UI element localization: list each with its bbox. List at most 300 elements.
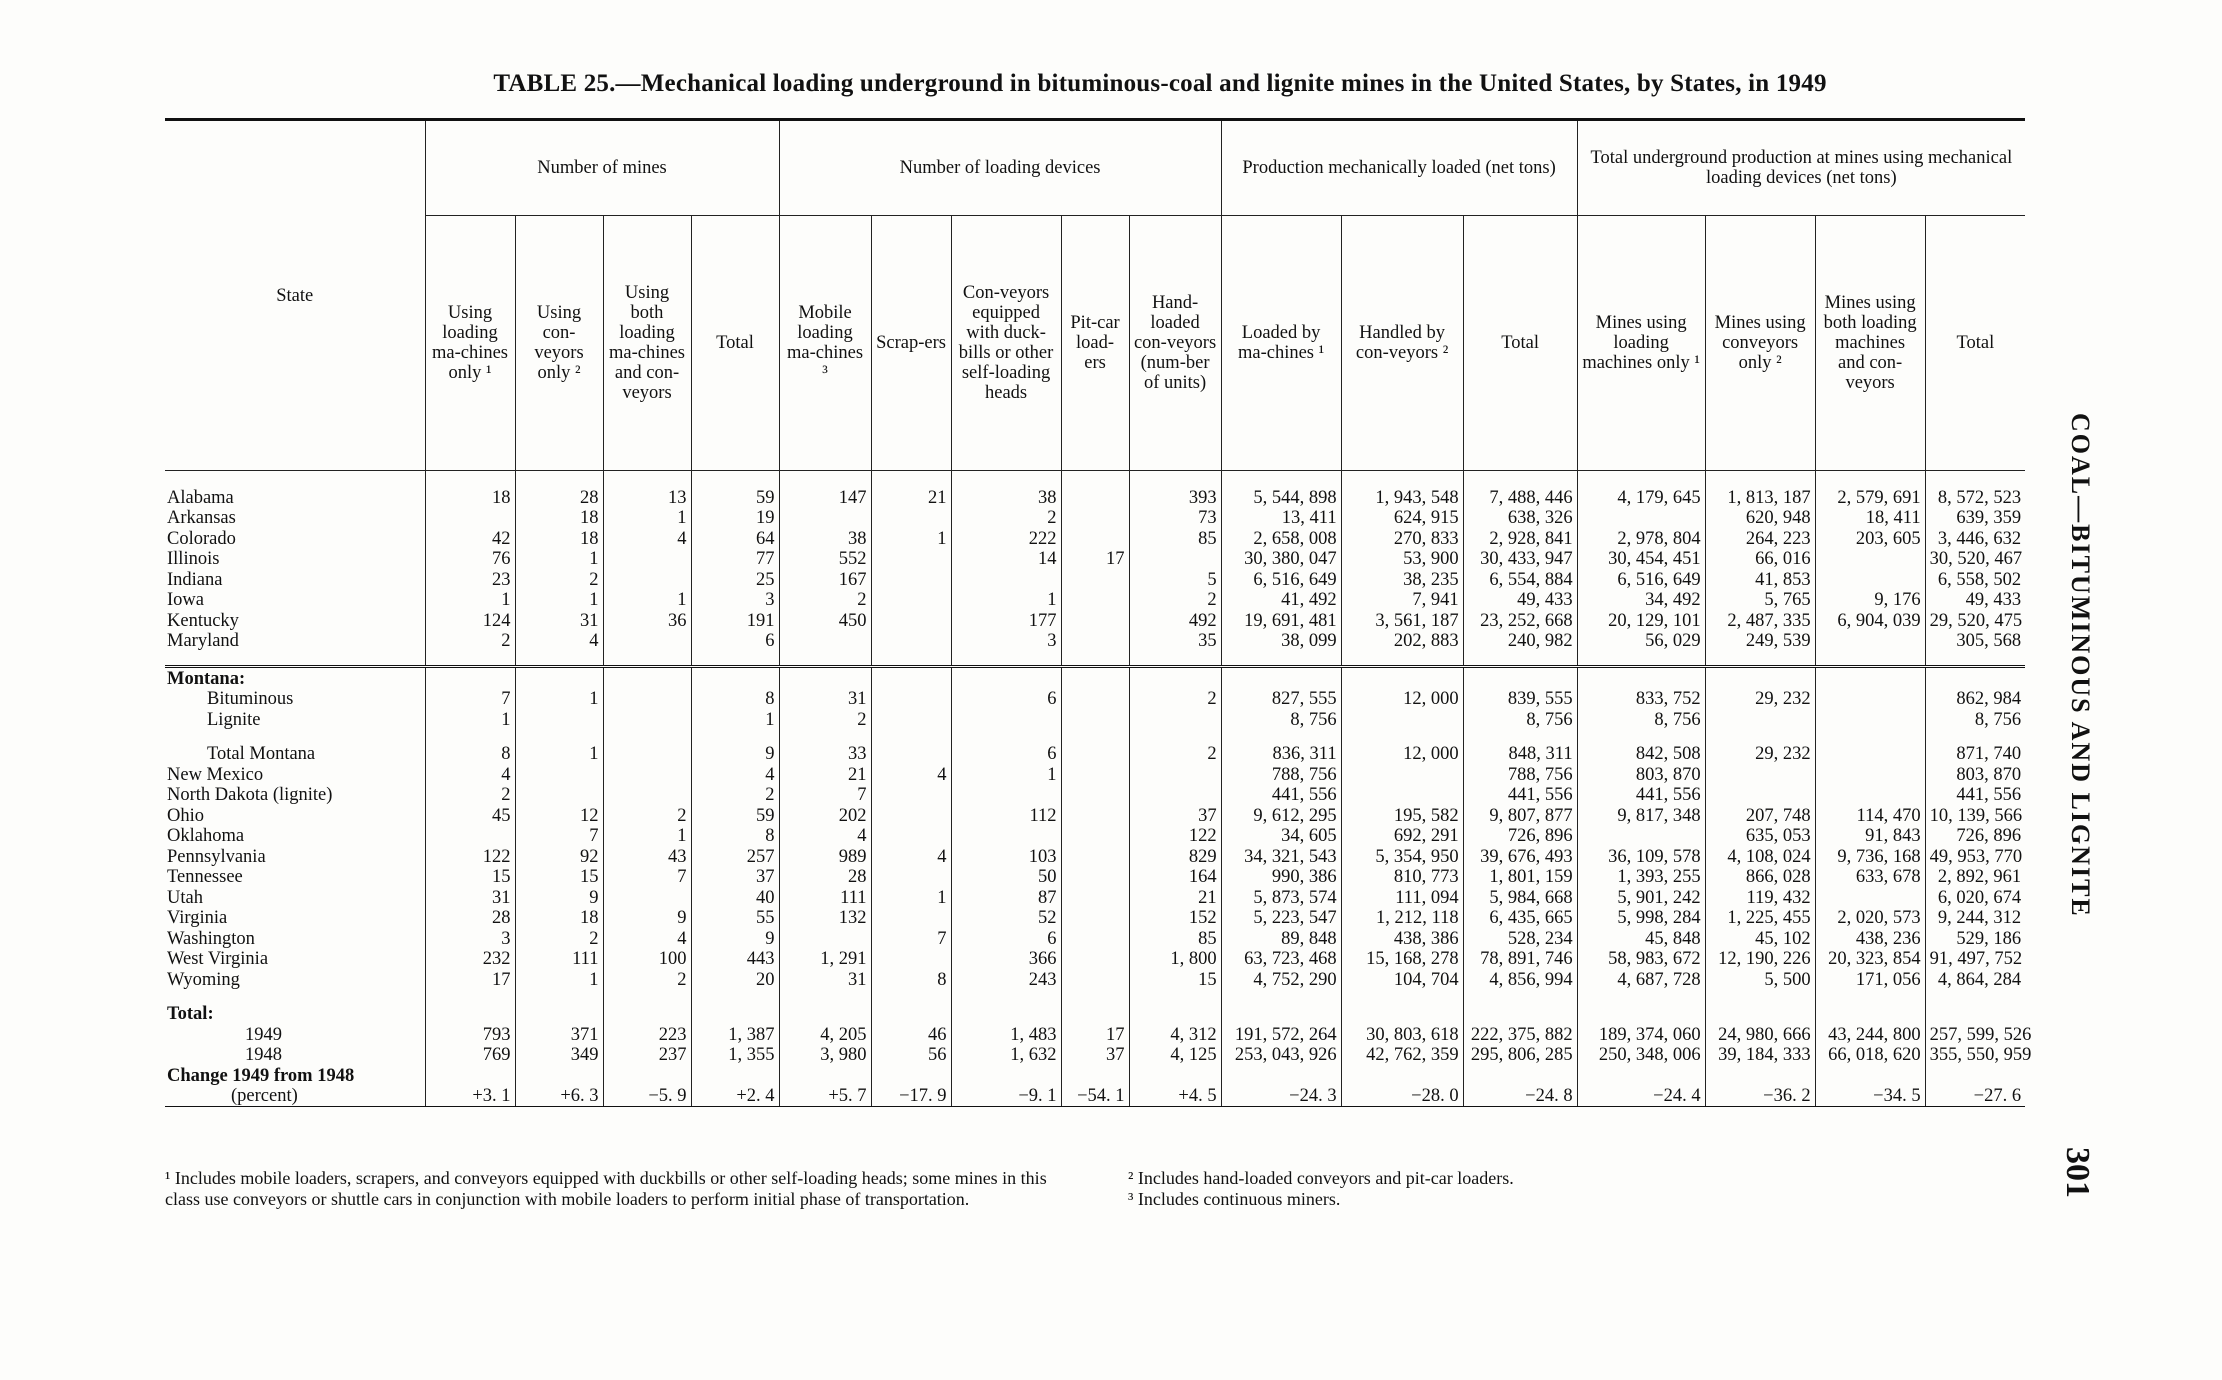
table-cell: 89, 848 (1221, 928, 1341, 949)
table-cell: 769 (425, 1045, 515, 1066)
table-cell: 37 (1061, 1045, 1129, 1066)
footnotes-right (1128, 1168, 1828, 1210)
table-cell: −54. 1 (1061, 1086, 1129, 1107)
column-header: Total (691, 216, 779, 471)
table-cell: 2 (1129, 590, 1221, 611)
table-cell (1061, 867, 1129, 888)
table-cell: 8, 756 (1577, 709, 1705, 730)
state-cell: Colorado (167, 528, 236, 549)
table-cell: 12 (515, 805, 603, 826)
table-row (165, 610, 2025, 631)
table-cell: 34, 605 (1221, 826, 1341, 847)
table-cell: 28 (425, 908, 515, 929)
table-cell: 2 (951, 508, 1061, 529)
table-cell: 1 (425, 709, 515, 730)
column-header: Scrap-ers (871, 216, 951, 471)
table-row (165, 1086, 2025, 1107)
table-cell: 7 (425, 689, 515, 710)
table-cell: 990, 386 (1221, 867, 1341, 888)
table-container (165, 118, 2032, 1107)
table-cell: 5, 901, 242 (1577, 887, 1705, 908)
table-cell: 17 (1061, 549, 1129, 570)
table-cell: 78, 891, 746 (1463, 949, 1577, 970)
table-cell: 7, 941 (1341, 590, 1463, 611)
table-cell: 1 (515, 689, 603, 710)
state-cell: (percent) (165, 1086, 425, 1107)
table-cell: 4 (425, 764, 515, 785)
table-cell: 443 (691, 949, 779, 970)
table-row (165, 549, 2025, 570)
table-cell (871, 549, 951, 570)
table-cell: 43 (603, 846, 691, 867)
table-cell: 4, 108, 024 (1705, 846, 1815, 867)
table-cell: 803, 870 (1925, 764, 2025, 785)
table-row (165, 949, 2025, 970)
table-row (165, 887, 2025, 908)
table-cell: 9 (515, 887, 603, 908)
table-cell (1129, 709, 1221, 730)
table-cell: 38, 235 (1341, 569, 1463, 590)
table-cell: 8 (871, 969, 951, 990)
state-cell: Total Montana (207, 744, 316, 764)
table-cell (603, 689, 691, 710)
table-cell (1061, 887, 1129, 908)
table-cell: 10, 139, 566 (1925, 805, 2025, 826)
table-cell: −27. 6 (1925, 1086, 2025, 1107)
table-cell (603, 764, 691, 785)
table-cell: 38 (779, 528, 871, 549)
table-cell: 237 (603, 1045, 691, 1066)
table-cell: 6 (691, 631, 779, 652)
table-cell: 1, 225, 455 (1705, 908, 1815, 929)
table-cell: 64 (691, 528, 779, 549)
table-cell: 842, 508 (1577, 744, 1705, 765)
table-cell: 66, 018, 620 (1815, 1045, 1925, 1066)
table-cell: 2 (1129, 744, 1221, 765)
table-cell: 492 (1129, 610, 1221, 631)
table-cell: 207, 748 (1705, 805, 1815, 826)
table-row (165, 908, 2025, 929)
state-header: State (165, 120, 425, 471)
table-cell (871, 785, 951, 806)
table-cell (951, 709, 1061, 730)
table-row (165, 709, 2025, 730)
table-cell (1815, 689, 1925, 710)
table-row (165, 867, 2025, 888)
table-cell: 1, 387 (691, 1024, 779, 1045)
table-cell: 112 (951, 805, 1061, 826)
table-cell (1061, 826, 1129, 847)
table-cell (515, 709, 603, 730)
table-cell: 240, 982 (1463, 631, 1577, 652)
table-cell: 63, 723, 468 (1221, 949, 1341, 970)
table-cell: 37 (1129, 805, 1221, 826)
table-cell: 38, 099 (1221, 631, 1341, 652)
table-row (165, 969, 2025, 990)
table-cell: 349 (515, 1045, 603, 1066)
table-cell: 18 (515, 508, 603, 529)
table-cell: 1 (691, 709, 779, 730)
table-cell: 4, 864, 284 (1925, 969, 2025, 990)
table-cell (1705, 709, 1815, 730)
state-cell: Bituminous (207, 689, 294, 709)
table-cell: 635, 053 (1705, 826, 1815, 847)
table-cell: 30, 433, 947 (1463, 549, 1577, 570)
table-cell: 4, 856, 994 (1463, 969, 1577, 990)
table-row (165, 528, 2025, 549)
table-cell: 528, 234 (1463, 928, 1577, 949)
group-header-devices: Number of loading devices (779, 120, 1221, 216)
table-cell (871, 826, 951, 847)
table-cell: −24. 3 (1221, 1086, 1341, 1107)
table-cell: 9, 176 (1815, 590, 1925, 611)
group-header-total-production: Total underground production at mines using mechanical loading devices (net tons) (1577, 120, 2025, 216)
table-cell: 633, 678 (1815, 867, 1925, 888)
table-cell: 49, 433 (1925, 590, 2025, 611)
table-cell: 3 (951, 631, 1061, 652)
table-cell: 15 (1129, 969, 1221, 990)
table-cell: 2 (779, 590, 871, 611)
spacer-row (165, 730, 2025, 744)
table-cell: 2 (691, 785, 779, 806)
table-cell: 34, 492 (1577, 590, 1705, 611)
table-cell: 189, 374, 060 (1577, 1024, 1705, 1045)
column-header: Mobile loading ma-chines ³ (779, 216, 871, 471)
table-cell: 4, 125 (1129, 1045, 1221, 1066)
table-cell: 114, 470 (1815, 805, 1925, 826)
table-cell: 1, 291 (779, 949, 871, 970)
table-cell: 1, 483 (951, 1024, 1061, 1045)
page-number: 301 (2059, 1146, 2096, 1198)
state-cell: Ohio (167, 805, 204, 826)
table-cell: 9, 817, 348 (1577, 805, 1705, 826)
table-cell: 620, 948 (1705, 508, 1815, 529)
table-cell (1815, 631, 1925, 652)
table-cell: 393 (1129, 487, 1221, 508)
table-cell: 441, 556 (1221, 785, 1341, 806)
table-cell: 39, 184, 333 (1705, 1045, 1815, 1066)
table-cell: 18, 411 (1815, 508, 1925, 529)
table-cell (1061, 805, 1129, 826)
table-cell: 305, 568 (1925, 631, 2025, 652)
table-cell: 18 (515, 908, 603, 929)
table-cell: 9, 807, 877 (1463, 805, 1577, 826)
table-cell: 6, 020, 674 (1925, 887, 2025, 908)
table-cell: 871, 740 (1925, 744, 2025, 765)
table-cell: −24. 4 (1577, 1086, 1705, 1107)
table-cell: 7 (779, 785, 871, 806)
table-body (165, 471, 2032, 1107)
table-cell: 21 (779, 764, 871, 785)
table-cell (1061, 709, 1129, 730)
table-cell: 164 (1129, 867, 1221, 888)
table-cell (425, 508, 515, 529)
table-cell: 250, 348, 006 (1577, 1045, 1705, 1066)
table-cell: 104, 704 (1341, 969, 1463, 990)
table-cell (1061, 590, 1129, 611)
table-cell (1815, 887, 1925, 908)
table-cell: 1, 212, 118 (1341, 908, 1463, 929)
table-cell (1815, 785, 1925, 806)
table-cell: 43, 244, 800 (1815, 1024, 1925, 1045)
table-cell: 4, 312 (1129, 1024, 1221, 1045)
table-cell: 8 (691, 826, 779, 847)
table-cell: 1, 813, 187 (1705, 487, 1815, 508)
table-cell (1061, 908, 1129, 929)
table-cell: 5, 873, 574 (1221, 887, 1341, 908)
table-cell: 19, 691, 481 (1221, 610, 1341, 631)
state-cell: Kentucky (167, 610, 239, 631)
table-cell (871, 508, 951, 529)
table-cell: 9, 736, 168 (1815, 846, 1925, 867)
table-cell: 42 (425, 528, 515, 549)
column-header: Handled by con-veyors ² (1341, 216, 1463, 471)
table-cell: 20 (691, 969, 779, 990)
table-cell: 4 (779, 826, 871, 847)
table-cell: 92 (515, 846, 603, 867)
table-cell: 6 (951, 744, 1061, 765)
table-cell: 5, 998, 284 (1577, 908, 1705, 929)
table-cell: 2 (603, 805, 691, 826)
table-cell (871, 949, 951, 970)
table-cell: 1, 632 (951, 1045, 1061, 1066)
table-cell: −36. 2 (1705, 1086, 1815, 1107)
table-cell: 9 (603, 908, 691, 929)
table-cell: 371 (515, 1024, 603, 1045)
table-cell (1341, 764, 1463, 785)
table-cell (871, 744, 951, 765)
table-cell: 171, 056 (1815, 969, 1925, 990)
table-cell: 23, 252, 668 (1463, 610, 1577, 631)
table-cell (515, 764, 603, 785)
table-cell: 50 (951, 867, 1061, 888)
table-cell: 2 (425, 785, 515, 806)
table-cell: 257, 599, 526 (1925, 1024, 2025, 1045)
table-cell: 355, 550, 959 (1925, 1045, 2025, 1066)
table-cell: 30, 380, 047 (1221, 549, 1341, 570)
table-cell: 441, 556 (1577, 785, 1705, 806)
table-cell (1061, 508, 1129, 529)
table-cell: 56, 029 (1577, 631, 1705, 652)
table-cell (1061, 631, 1129, 652)
table-cell: 85 (1129, 528, 1221, 549)
table-cell: 15, 168, 278 (1341, 949, 1463, 970)
table-cell: 4 (603, 528, 691, 549)
table-cell: 37 (691, 867, 779, 888)
data-table (165, 118, 2032, 1107)
table-cell: −28. 0 (1341, 1086, 1463, 1107)
table-cell (1061, 785, 1129, 806)
table-row (165, 826, 2025, 847)
table-cell: 21 (871, 487, 951, 508)
table-cell: 12, 000 (1341, 689, 1463, 710)
table-cell: 692, 291 (1341, 826, 1463, 847)
table-cell: 14 (951, 549, 1061, 570)
table-cell: 36 (603, 610, 691, 631)
table-cell: 15 (425, 867, 515, 888)
table-cell: 222, 375, 882 (1463, 1024, 1577, 1045)
table-cell: 3, 561, 187 (1341, 610, 1463, 631)
table-cell (1129, 785, 1221, 806)
table-cell: 2, 658, 008 (1221, 528, 1341, 549)
table-cell (1815, 709, 1925, 730)
table-cell: 2 (515, 569, 603, 590)
table-cell: 15 (515, 867, 603, 888)
table-cell: 788, 756 (1221, 764, 1341, 785)
table-cell: 103 (951, 846, 1061, 867)
table-cell (1061, 689, 1129, 710)
table-row (165, 569, 2025, 590)
group-label: Total: (167, 1004, 214, 1024)
table-cell: 8, 572, 523 (1925, 487, 2025, 508)
table-cell: 2, 020, 573 (1815, 908, 1925, 929)
spacer-row (165, 651, 2025, 667)
table-cell: 46 (871, 1024, 951, 1045)
table-cell: 552 (779, 549, 871, 570)
column-header: Total (1925, 216, 2025, 471)
table-cell: 195, 582 (1341, 805, 1463, 826)
table-cell: 9, 612, 295 (1221, 805, 1341, 826)
table-cell: 28 (779, 867, 871, 888)
table-cell: 249, 539 (1705, 631, 1815, 652)
spacer-row (165, 990, 2025, 1004)
table-cell (603, 709, 691, 730)
table-cell: 23 (425, 569, 515, 590)
table-cell (871, 908, 951, 929)
table-cell: +4. 5 (1129, 1086, 1221, 1107)
table-cell: 87 (951, 887, 1061, 908)
column-header: Mines using loading machines only ¹ (1577, 216, 1705, 471)
table-cell: 3 (425, 928, 515, 949)
table-cell: 222 (951, 528, 1061, 549)
table-cell: 12, 190, 226 (1705, 949, 1815, 970)
table-cell: 4, 752, 290 (1221, 969, 1341, 990)
table-cell: 124 (425, 610, 515, 631)
table-cell: 866, 028 (1705, 867, 1815, 888)
table-cell: 20, 323, 854 (1815, 949, 1925, 970)
table-cell: 6, 554, 884 (1463, 569, 1577, 590)
table-cell: 24, 980, 666 (1705, 1024, 1815, 1045)
column-header: Con-veyors equipped with duck-bills or other self-loading heads (951, 216, 1061, 471)
table-cell: 111 (779, 887, 871, 908)
table-cell: 41, 853 (1705, 569, 1815, 590)
table-cell: 7 (603, 867, 691, 888)
state-cell: Indiana (167, 569, 223, 590)
table-cell (871, 631, 951, 652)
table-cell: 18 (515, 528, 603, 549)
table-cell: 243 (951, 969, 1061, 990)
table-cell (1061, 569, 1129, 590)
footnote-3: ³ Includes continuous miners. (1128, 1189, 1341, 1209)
table-cell: 147 (779, 487, 871, 508)
table-cell: 295, 806, 285 (1463, 1045, 1577, 1066)
table-cell: 2, 928, 841 (1463, 528, 1577, 549)
table-cell: 45, 102 (1705, 928, 1815, 949)
table-cell: 31 (779, 969, 871, 990)
table-cell: 5 (1129, 569, 1221, 590)
table-row (165, 590, 2025, 611)
table-cell: 33 (779, 744, 871, 765)
table-cell (1061, 487, 1129, 508)
table-cell: 8, 756 (1463, 709, 1577, 730)
table-row (165, 764, 2025, 785)
table-cell: 1 (951, 590, 1061, 611)
table-cell: +3. 1 (425, 1086, 515, 1107)
table-cell (603, 631, 691, 652)
table-cell: 202, 883 (1341, 631, 1463, 652)
table-cell: 122 (425, 846, 515, 867)
table-cell: 2, 978, 804 (1577, 528, 1705, 549)
table-cell (871, 709, 951, 730)
state-cell: 1949 (245, 1024, 282, 1045)
column-header: Using both loading ma-chines and con-veyors (603, 216, 691, 471)
table-cell: 848, 311 (1463, 744, 1577, 765)
table-cell: 638, 326 (1463, 508, 1577, 529)
table-cell: 52 (951, 908, 1061, 929)
table-cell: 810, 773 (1341, 867, 1463, 888)
table-cell: 30, 454, 451 (1577, 549, 1705, 570)
table-cell (603, 549, 691, 570)
table-cell: 34, 321, 543 (1221, 846, 1341, 867)
table-row (165, 487, 2025, 508)
spacer-row (165, 471, 2025, 488)
table-cell: 8 (691, 689, 779, 710)
table-cell: 829 (1129, 846, 1221, 867)
column-header: Hand-loaded con-veyors (num-ber of units) (1129, 216, 1221, 471)
table-cell (779, 928, 871, 949)
table-cell: 4 (515, 631, 603, 652)
table-cell: 66, 016 (1705, 549, 1815, 570)
table-cell (603, 569, 691, 590)
table-cell: 1 (515, 590, 603, 611)
table-cell: 223 (603, 1024, 691, 1045)
table-cell: 450 (779, 610, 871, 631)
table-cell: 1, 943, 548 (1341, 487, 1463, 508)
table-cell: 29, 520, 475 (1925, 610, 2025, 631)
group-label-row (165, 1065, 2025, 1086)
table-cell: 77 (691, 549, 779, 570)
table-cell: 438, 386 (1341, 928, 1463, 949)
table-cell: 862, 984 (1925, 689, 2025, 710)
table-cell: 31 (425, 887, 515, 908)
table-cell: 20, 129, 101 (1577, 610, 1705, 631)
table-row (165, 1045, 2025, 1066)
table-cell (779, 631, 871, 652)
table-cell (871, 867, 951, 888)
table-cell: 441, 556 (1463, 785, 1577, 806)
table-cell: 13, 411 (1221, 508, 1341, 529)
table-cell: 18 (425, 487, 515, 508)
table-cell: 253, 043, 926 (1221, 1045, 1341, 1066)
state-cell: Illinois (167, 549, 220, 569)
table-cell (1061, 764, 1129, 785)
table-cell: 73 (1129, 508, 1221, 529)
table-cell: 8, 756 (1925, 709, 2025, 730)
table-cell (779, 508, 871, 529)
state-cell: Arkansas (167, 508, 236, 528)
table-cell: 30, 803, 618 (1341, 1024, 1463, 1045)
footnote-2: ² Includes hand-loaded conveyors and pit-car loaders. (1128, 1168, 1514, 1188)
column-header: Using loading ma-chines only ¹ (425, 216, 515, 471)
column-header: Total (1463, 216, 1577, 471)
state-cell: 1948 (245, 1045, 282, 1065)
state-cell: Alabama (167, 487, 234, 508)
table-cell: 122 (1129, 826, 1221, 847)
table-cell: 2, 892, 961 (1925, 867, 2025, 888)
table-cell: 13 (603, 487, 691, 508)
table-cell: 76 (425, 549, 515, 570)
table-cell (951, 826, 1061, 847)
